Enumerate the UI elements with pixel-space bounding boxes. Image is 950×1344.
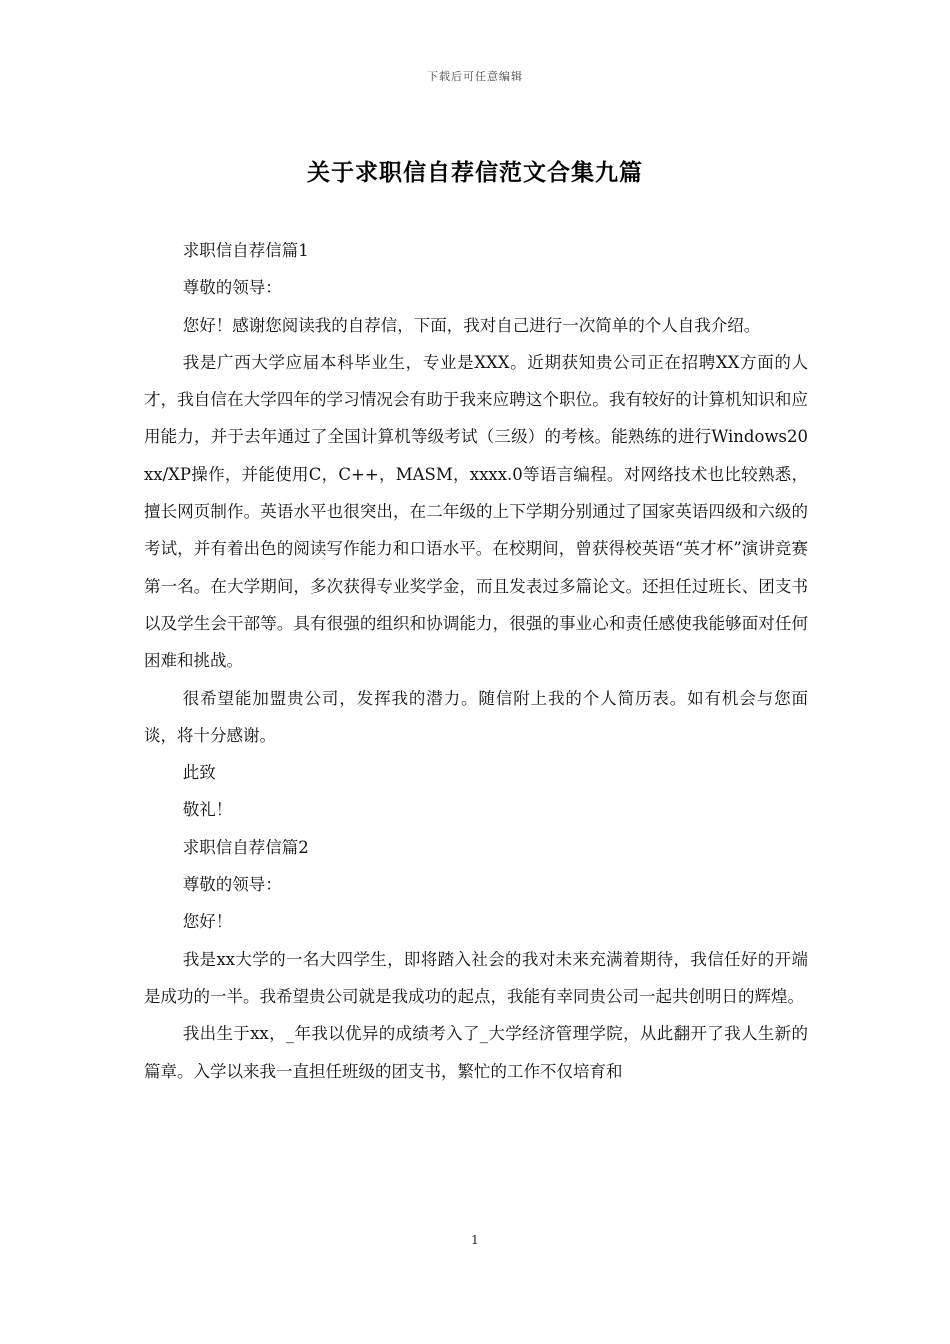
page-number: 1 <box>471 1233 479 1247</box>
body-paragraph: 很希望能加盟贵公司，发挥我的潜力。随信附上我的个人简历表。如有机会与您面谈，将十分感谢。 <box>144 688 808 745</box>
document-title: 关于求职信自荐信范文合集九篇 <box>307 159 643 186</box>
body-paragraph: 我是xx大学的一名大四学生，即将踏入社会的我对未来充满着期待，我信任好的开端是成功的一半。我希望贵公司就是我成功的起点，我能有幸同贵公司一起共创明日的辉煌。 <box>144 949 808 1006</box>
section-heading-2: 求职信自荐信篇2 <box>182 837 309 857</box>
greeting: 您好！ <box>182 912 233 932</box>
salutation: 尊敬的领导： <box>182 875 282 895</box>
salutation: 尊敬的领导： <box>182 278 282 298</box>
closing: 敬礼！ <box>182 800 233 820</box>
closing: 此致 <box>182 763 216 783</box>
section-heading-1: 求职信自荐信篇1 <box>182 241 309 260</box>
body-paragraph: 您好！感谢您阅读我的自荐信，下面，我对自己进行一次简单的个人自我介绍。 <box>182 315 761 335</box>
body-paragraph: 我出生于xx，_年我以优异的成绩考入了_大学经济管理学院，从此翻开了我人生新的篇章。入学以来我一直担任班级的团支书，繁忙的工作不仅培育和 <box>144 1024 808 1081</box>
header-note: 下载后可任意编辑 <box>427 70 523 83</box>
body-paragraph: 我是广西大学应届本科毕业生，专业是XXX。近期获知贵公司正在招聘XX方面的人才，我自信在大学四年的学习情况会有助于我来应聘这个职位。我有较好的计算机知识和应用能力，并于去年通过了全国计算机等级考试（三级）的考核。能熟练的进行Windows20xx/XP操作，并能使用C，C++，MASM，xxxx.0等语言编程。对网络技术也比较熟悉，擅长网页制作。英语水平也很突出，在二年级的上下学期分别通过了国家英语四级和六级的考试，并有着出色的阅读写作能力和口语水平。在校期间，曾获得校英语“英才杯”演讲竞赛第一名。在大学期间，多次获得专业奖学金，而且发表过多篇论文。还担任过班长、团支书以及学生会干部等。具有很强的组织和协调能力，很强的事业心和责任感使我能够面对任何困难和挑战。 <box>144 352 808 671</box>
document-body <box>144 232 808 1090</box>
